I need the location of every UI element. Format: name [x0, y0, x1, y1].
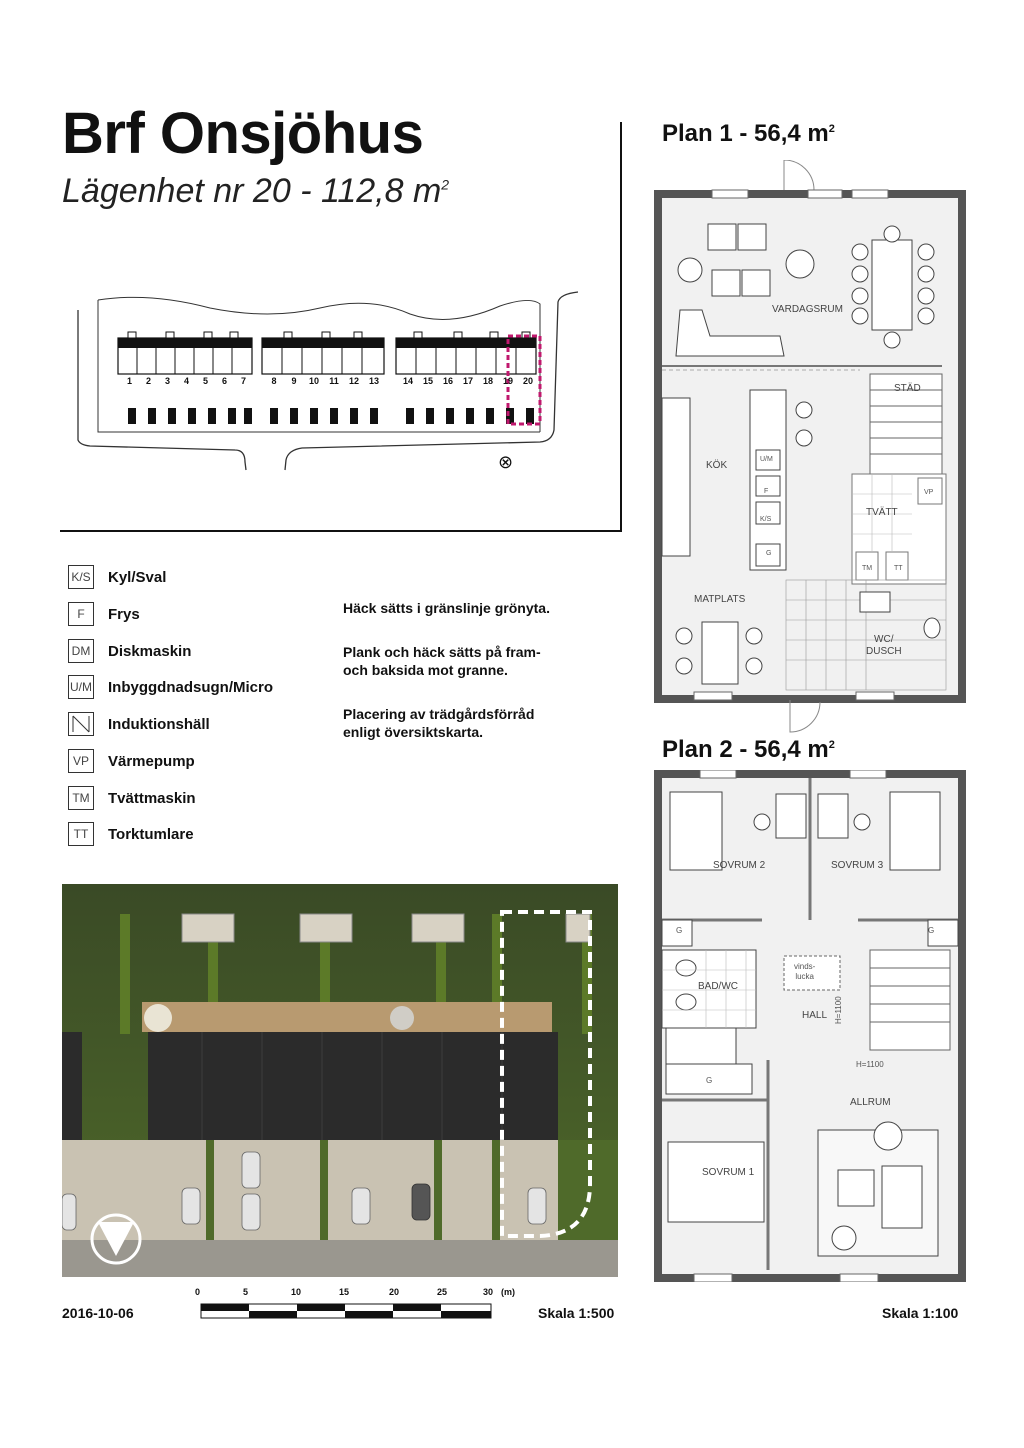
unit-number: 8	[271, 376, 277, 386]
unit-numbers-group1	[120, 376, 254, 386]
legend-code: TM	[68, 786, 94, 810]
unit-number: 4	[183, 376, 189, 386]
unit-number: 10	[308, 376, 319, 386]
scale-unit: (m)	[501, 1287, 515, 1297]
legend-label: Tvättmaskin	[108, 789, 196, 807]
legend-item	[68, 637, 191, 665]
room-label-sovrum3: SOVRUM 3	[831, 860, 884, 871]
equipment-label-tt: TT	[894, 565, 903, 572]
equipment-label-g: G	[766, 550, 772, 557]
unit-number: 14	[402, 376, 413, 386]
room-label-line: lucka	[795, 972, 815, 981]
plan1-title: Plan 1 - 56,4 $m^2$	[662, 120, 835, 147]
unit-number: 20	[522, 376, 533, 386]
room-label-sovrum1: SOVRUM 1	[702, 1167, 755, 1178]
legend-code: K/S	[68, 565, 94, 589]
room-label-vindslucka	[794, 962, 815, 982]
unit-number: 15	[422, 376, 433, 386]
unit-number: 6	[221, 376, 227, 386]
scale-right-label: Skala 1:100	[882, 1305, 959, 1321]
unit-number: 12	[348, 376, 359, 386]
unit-number: 7	[240, 376, 246, 386]
equipment-label-ks: K/S	[760, 516, 772, 523]
room-label-wc	[866, 634, 902, 658]
scale-tick: 5	[243, 1287, 249, 1297]
legend-item	[68, 673, 273, 701]
legend-code: VP	[68, 749, 94, 773]
legend-code: DM	[68, 639, 94, 663]
equipment-label-f: F	[764, 488, 769, 495]
note-fence	[343, 643, 541, 679]
legend-item	[68, 710, 210, 738]
unit-number: 17	[462, 376, 473, 386]
aerial-rendering	[62, 884, 618, 1277]
room-label-line: vinds-	[794, 962, 816, 971]
legend-item	[68, 784, 196, 812]
legend-label: Inbyggdnadsugn/Micro	[108, 678, 273, 696]
legend-label: Frys	[108, 605, 140, 623]
plan2-title: Plan 2 - 56,4 $m^2$	[662, 736, 835, 763]
equipment-label-g1: G	[676, 926, 683, 935]
note-line: och baksida mot granne.	[343, 662, 508, 678]
note-line: Plank och häck sätts på fram-	[343, 644, 541, 660]
frame-right-line	[620, 122, 622, 532]
unit-number: 18	[482, 376, 493, 386]
scale-tick: 15	[339, 1287, 350, 1297]
equipment-label-g3: G	[706, 1076, 713, 1085]
frame-bottom-line	[60, 530, 622, 532]
unit-number: 5	[202, 376, 208, 386]
page-subtitle: Lägenhet nr 20 - 112,8 $m^2$	[62, 172, 450, 210]
date-label: 2016-10-06	[62, 1305, 134, 1321]
page-title: Brf Onsjöhus	[62, 101, 424, 166]
unit-numbers-group3	[398, 376, 538, 386]
scale-tick: 20	[389, 1287, 400, 1297]
induction-hob-icon	[68, 712, 94, 736]
scale-tick: 30	[483, 1287, 494, 1297]
unit-number: 2	[145, 376, 151, 386]
unit-number: 19	[502, 376, 513, 386]
room-label-line: WC/	[874, 634, 894, 645]
room-label-kok: KÖK	[706, 460, 728, 471]
legend-item	[68, 563, 166, 591]
note-hedge: Häck sätts i gränslinje grönyta.	[343, 600, 550, 616]
equipment-label-vp: VP	[924, 489, 934, 496]
scale-bar-ticks	[195, 1287, 525, 1301]
legend-label: Induktionshäll	[108, 715, 210, 733]
legend-label: Torktumlare	[108, 825, 194, 843]
height-label: H=1100	[856, 1060, 884, 1069]
room-label-allrum: ALLRUM	[850, 1097, 891, 1108]
room-label-line: DUSCH	[866, 646, 902, 657]
unit-number: 16	[442, 376, 453, 386]
note-line: Placering av trädgårdsförråd	[343, 706, 535, 722]
north-arrow-icon	[88, 1216, 140, 1266]
scale-tick: 25	[437, 1287, 448, 1297]
unit-numbers-group2	[264, 376, 386, 386]
plan2-floorplan	[650, 770, 970, 1282]
height-label-vertical: H=1100	[834, 996, 843, 1024]
unit-number: 11	[329, 376, 339, 386]
legend-label: Värmepump	[108, 752, 195, 770]
legend-label: Kyl/Sval	[108, 568, 167, 586]
room-label-badwc: BAD/WC	[698, 981, 738, 992]
unit-number: 9	[291, 376, 297, 386]
legend-item	[68, 820, 194, 848]
scale-tick: 10	[291, 1287, 302, 1297]
room-label-stad: STÄD	[894, 383, 921, 394]
legend-item	[68, 747, 195, 775]
legend-code: F	[68, 602, 94, 626]
scale-bar	[200, 1303, 492, 1319]
legend-item	[68, 600, 140, 628]
equipment-label-um: U/M	[760, 456, 773, 463]
equipment-label-g2: G	[928, 926, 935, 935]
scale-left-label: Skala 1:500	[538, 1305, 615, 1321]
room-label-matplats: MATPLATS	[694, 594, 746, 605]
note-line: enligt översiktskarta.	[343, 724, 484, 740]
room-label-hall: HALL	[802, 1010, 828, 1021]
legend-code: TT	[68, 822, 94, 846]
unit-number: 3	[164, 376, 170, 386]
room-label-sovrum2: SOVRUM 2	[713, 860, 766, 871]
legend-code: U/M	[68, 675, 94, 699]
unit-number: 1	[126, 376, 132, 386]
plan1-floorplan	[650, 160, 970, 735]
scale-tick: 0	[195, 1287, 201, 1297]
legend-label: Diskmaskin	[108, 642, 192, 660]
compass-icon: ⊗	[498, 452, 514, 472]
equipment-label-tm: TM	[862, 565, 873, 572]
unit-number: 13	[368, 376, 379, 386]
room-label-tvatt: TVÄTT	[866, 507, 898, 518]
note-shed	[343, 705, 534, 741]
room-label-vardagsrum: VARDAGSRUM	[772, 304, 843, 315]
